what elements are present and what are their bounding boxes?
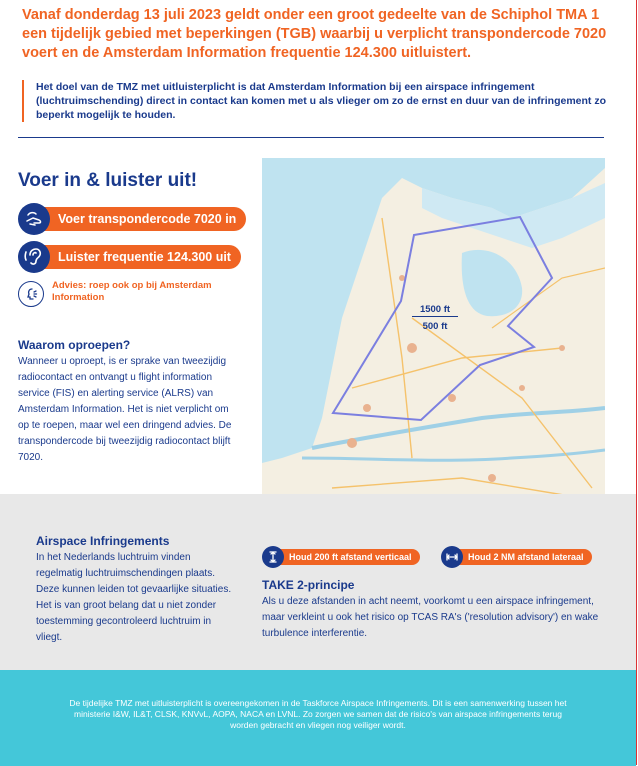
section-title: Voer in & luister uit! [18, 170, 198, 191]
take-text: Als u deze afstanden in acht neemt, voorkomt u een airspace infringement, maar verkleint u ook het risico op TCAS RA's ('resolution advisory') en wake turbulence interferentie. [262, 596, 599, 639]
horizontal-distance-icon [441, 546, 463, 568]
lower-limit-label: 500 ft [422, 321, 448, 332]
badge-label: Houd 200 ft afstand verticaal [277, 549, 420, 565]
netherlands-map [262, 158, 605, 517]
action-label: Voer transpondercode 7020 in [38, 207, 246, 231]
advies-text: Advies: roep ook op bij Amsterdam Information [52, 280, 212, 303]
speaking-head-icon [18, 281, 44, 307]
waarom-text: Wanneer u oproept, is er sprake van tweezijdig radiocontact en ontvangt u flight information service (FIS) en alerting service (ALRS) van Amsterdam Information. Het is niet verplicht om op te roepen, maar wel een dringend advies. De transpondercode bij tweezijdig radiocontact blijft 7020. [18, 356, 232, 463]
action-label: Luister frequentie 124.300 uit [38, 245, 241, 269]
hand-tap-icon [18, 203, 50, 235]
waarom-section [18, 338, 236, 466]
upper-limit-label: 1500 ft [412, 304, 458, 317]
footer [0, 670, 636, 766]
action-transponder [18, 203, 246, 235]
vertical-distance-icon [262, 546, 284, 568]
action-frequency [18, 241, 241, 273]
divider [18, 137, 604, 138]
headline: Vanaf donderdag 13 juli 2023 geldt onder een groot gedeelte van de Schiphol TMA 1 een tijdelijk gebied met beperkingen (TGB) waarbij u verplicht transpondercode 7020 voert en de Amsterdam Information frequentie 124.300 uitluistert. [22, 7, 607, 61]
airspace-text: In het Nederlands luchtruim vinden regelmatig luchtruimschendingen plaats. Deze kunnen leiden tot gevaarlijke situaties. Het is van groot belang dat u niet zonder toestemming gecontroleerd luchtruim in vliegt. [36, 552, 232, 643]
take-section [262, 578, 612, 642]
footer-text: De tijdelijke TMZ met uitluisterplicht is overeengekomen in de Taskforce Airspace Infringements. Dit is een samenwerking tussen het ministerie I&W, IL&T, CLSK, KNVvL, AOPA, NACA en LVNL. Zo zorgen we samen dat de risico's van airspace infringements terug worden gebracht en vliegen nog veiliger wordt. [69, 698, 567, 730]
badge-vertical [262, 546, 420, 568]
tmz-map [262, 158, 605, 517]
badge-label: Houd 2 NM afstand lateraal [456, 549, 592, 565]
ear-icon [18, 241, 50, 273]
intro-paragraph: Het doel van de TMZ met uitluisterplicht is dat Amsterdam Information bij een airspace infringement (luchtruimschending) direct in contact kan komen met u als vlieger om zo de ernst en duur van de infringement zo beperkt mogelijk te houden. [22, 80, 616, 122]
airspace-section [36, 534, 236, 646]
advies [18, 280, 242, 307]
badge-lateral [441, 546, 592, 568]
take-title: TAKE 2-principe [262, 578, 355, 592]
airspace-title: Airspace Infringements [36, 534, 170, 548]
waarom-title: Waarom oproepen? [18, 338, 131, 352]
